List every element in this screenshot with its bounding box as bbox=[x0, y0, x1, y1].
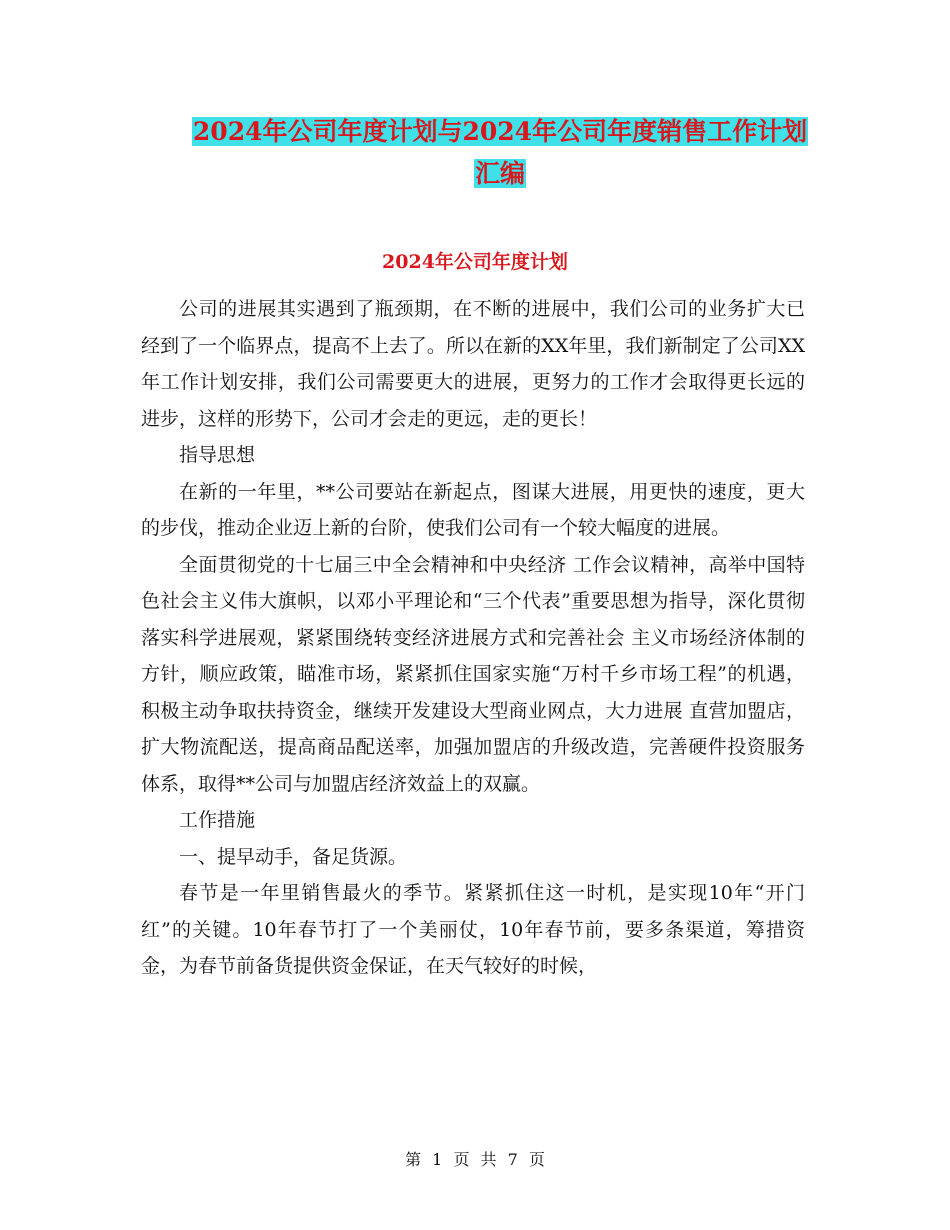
document-body bbox=[141, 291, 805, 985]
section-title: 2024年公司年度计划 bbox=[382, 251, 568, 273]
document-title-line-2 bbox=[140, 153, 860, 195]
title-highlight-1: 2024年公司年度计划与2024年公司年度销售工作计划 bbox=[192, 117, 808, 146]
heading-work-measures: 工作措施 bbox=[179, 809, 256, 831]
paragraph-new-year: 在新的一年里，**公司要站在新起点，图谋大进展，用更快的速度，更大的步伐，推动企业迈上新的台阶，使我们公司有一个较大幅度的进展。 bbox=[141, 480, 805, 539]
paragraph-spring-festival: 春节是一年里销售最火的季节。紧紧抓住这一时机，是实现10年“开门红”的关键。10年春节打了一个美丽仗，10年春节前，要多条渠道，筹措资金，为春节前备货提供资金保证，在天气较好的时候， bbox=[141, 882, 805, 977]
heading-guiding-ideology: 指导思想 bbox=[179, 444, 256, 466]
document-title-line-1 bbox=[140, 111, 860, 153]
page-footer: 第 1 页 共 7 页 bbox=[405, 1150, 545, 1169]
paragraph-policy: 全面贯彻党的十七届三中全会精神和中央经济 工作会议精神，高举中国特色社会主义伟大旗帜，以邓小平理论和“三个代表”重要思想为指导，深化贯彻落实科学进展观，紧紧围绕转变经济进展方式和完善社会 主义市场经济体制的方针，顺应政策，瞄准市场，紧紧抓住国家实施“万村千乡市场工程”的机遇，积极主动争取扶持资金，继续开发建设大型商业网点，大力进展 直营加盟店，扩大物流配送，提高商品配送率，加强加盟店的升级改造，完善硬件投资服务体系，取得**公司与加盟店经济效益上的双赢。 bbox=[141, 553, 805, 795]
paragraph-intro: 公司的进展其实遇到了瓶颈期，在不断的进展中，我们公司的业务扩大已经到了一个临界点，提高不上去了。所以在新的XX年里，我们新制定了公司XX年工作计划安排，我们公司需要更大的进展，更努力的工作才会取得更长远的进步，这样的形势下，公司才会走的更远，走的更长！ bbox=[141, 298, 805, 430]
title-highlight-2: 汇编 bbox=[474, 159, 525, 188]
heading-measure-one: 一、提早动手，备足货源。 bbox=[179, 845, 408, 868]
